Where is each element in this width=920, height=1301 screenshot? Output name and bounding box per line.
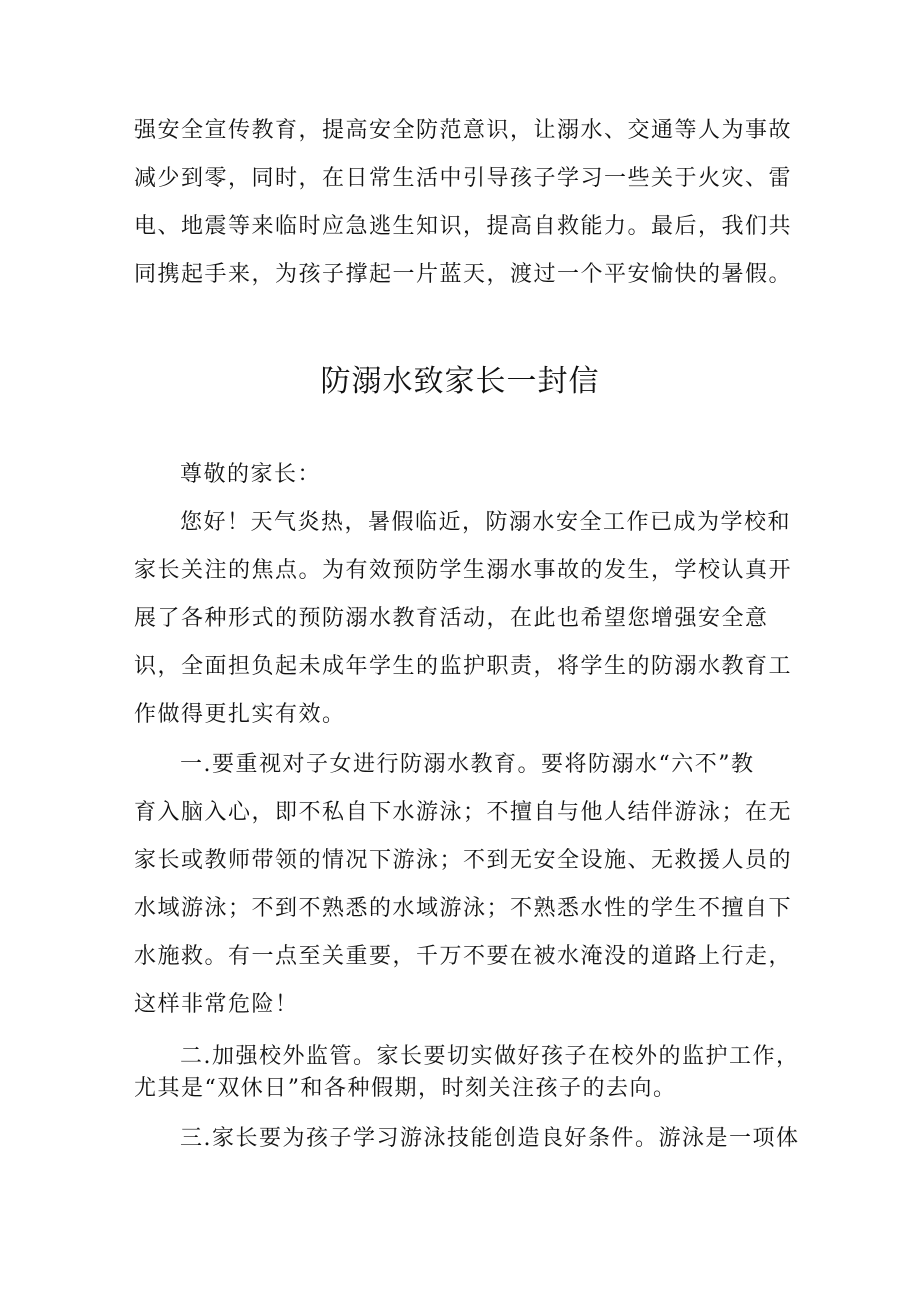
point1-line-2: 育入脑入心，即不私自下水游泳；不擅自与他人结伴游泳；在无 xyxy=(134,800,793,825)
salutation: 尊敬的家长： xyxy=(180,462,322,487)
point2-line-1: 二.加强校外监管。家长要切实做好孩子在校外的监护工作， xyxy=(180,1044,800,1069)
greeting-line-5: 作做得更扎实有效。 xyxy=(134,702,346,727)
intro-line-1: 强安全宣传教育，提高安全防范意识，让溺水、交通等人为事故 xyxy=(134,118,793,143)
intro-line-4: 同携起手来，为孩子撑起一片蓝天，渡过一个平安愉快的暑假。 xyxy=(134,262,793,287)
greeting-line-1: 您好！天气炎热，暑假临近，防溺水安全工作已成为学校和 xyxy=(180,510,792,535)
greeting-line-3: 展了各种形式的预防溺水教育活动，在此也希望您增强安全意 xyxy=(134,606,769,631)
greeting-line-2: 家长关注的焦点。为有效预防学生溺水事故的发生，学校认真开 xyxy=(134,558,793,583)
point1-line-3: 家长或教师带领的情况下游泳；不到无安全设施、无救援人员的 xyxy=(134,848,793,873)
point1-line-1: 一.要重视对子女进行防溺水教育。要将防溺水“六不”教 xyxy=(180,752,755,777)
point3-line-1: 三.家长要为孩子学习游泳技能创造良好条件。游泳是一项体 xyxy=(180,1126,800,1151)
intro-line-3: 电、地震等来临时应急逃生知识，提高自救能力。最后，我们共 xyxy=(134,214,793,239)
point1-line-6: 这样非常危险！ xyxy=(134,992,299,1017)
greeting-line-4: 识，全面担负起未成年学生的监护职责，将学生的防溺水教育工 xyxy=(134,654,793,679)
point2-line-2: 尤其是“双休日”和各种假期，时刻关注孩子的去向。 xyxy=(134,1076,677,1101)
point1-line-5: 水施救。有一点至关重要，千万不要在被水淹没的道路上行走， xyxy=(134,944,793,969)
intro-line-2: 减少到零，同时，在日常生活中引导孩子学习一些关于火灾、雷 xyxy=(134,166,793,191)
point1-line-4: 水域游泳；不到不熟悉的水域游泳；不熟悉水性的学生不擅自下 xyxy=(134,896,793,921)
letter-title: 防溺水致家长一封信 xyxy=(320,364,600,399)
